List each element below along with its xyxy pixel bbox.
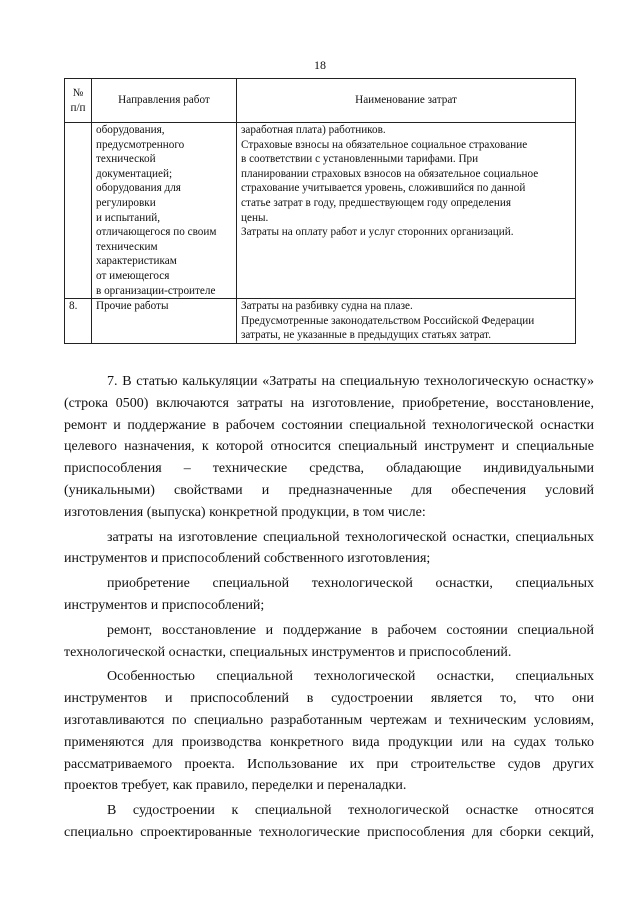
direction-line: и испытаний,	[96, 211, 160, 224]
direction-line: оборудования,	[96, 124, 165, 136]
text-line: проектов требует, как правило, переделки и переналадки.	[64, 778, 407, 794]
direction-line: в организации-строителе	[96, 284, 216, 297]
cost-line: Затраты на оплату работ и услуг сторонних организаций.	[241, 226, 514, 239]
direction-line: от имеющегося	[96, 269, 170, 282]
text-line: затраты на изготовление специальной технологической оснастки, специальных	[107, 529, 594, 545]
direction-line: техническим	[96, 240, 158, 253]
direction-line: регулировки	[96, 196, 156, 209]
text-line: приспособления – технические средства, обладающие индивидуальными	[64, 461, 594, 477]
cost-line: затраты, не указанные в предыдущих статьях затрат.	[241, 329, 491, 342]
paragraph	[64, 800, 594, 844]
paragraph	[64, 620, 594, 664]
direction-line: технической	[96, 153, 156, 166]
cost-line: планировании страховых взносов на обязательное социальное	[241, 167, 539, 180]
text-line: приобретение специальной технологической оснастки, специальных	[107, 576, 594, 592]
text-line: специально спроектированные технологические приспособления для сборки секций,	[64, 824, 594, 840]
row-number	[65, 123, 92, 299]
header-number-abbr: п/п	[70, 101, 86, 114]
direction-line: оборудования для	[96, 182, 181, 195]
paragraph	[64, 527, 594, 571]
text-line: 7. В статью калькуляции «Затраты на специальную технологическую оснастку»	[107, 374, 594, 389]
header-direction: Направления работ	[92, 79, 237, 123]
cost-line: статье затрат в году, предшествующем году определения	[241, 196, 512, 209]
row-direction	[92, 123, 237, 299]
direction-line: характеристикам	[96, 255, 177, 268]
cost-line: Затраты на разбивку судна на плазе.	[241, 300, 413, 313]
text-line: В судостроении к специальной технологической оснастке относятся	[107, 803, 594, 819]
page-number: 18	[314, 58, 326, 72]
cost-line: цены.	[241, 211, 269, 224]
cost-line: страхование учитывается уровень, сложившийся по данной	[241, 182, 526, 195]
text-line: инструментов и приспособлений в судостроении является то, что они	[64, 691, 594, 707]
paragraph	[64, 666, 594, 797]
text-line: инструментов и приспособлений собственного изготовления;	[64, 551, 431, 567]
row-cost	[237, 299, 576, 344]
header-number	[65, 79, 92, 123]
table-row	[65, 299, 576, 344]
table-header-row	[65, 79, 576, 123]
text-line: инструментов и приспособлений;	[64, 597, 265, 613]
text-line: Особенностью специальной технологической оснастки, специальных	[107, 669, 594, 685]
body-text	[64, 371, 594, 847]
row-number: 8.	[65, 299, 92, 344]
header-number-sign: №	[72, 86, 84, 99]
text-line: целевого назначения, к которой относится специальный инструмент и специальные	[64, 439, 594, 455]
paragraph	[64, 573, 594, 617]
text-line: рассматриваемого проекта. Использование их при строительстве судов других	[64, 756, 594, 772]
direction-line: Прочие работы	[96, 300, 169, 313]
cost-line: Страховые взносы на обязательное социальное страхование	[241, 138, 528, 151]
direction-line: отличающегося по своим	[96, 226, 217, 239]
row-direction	[92, 299, 237, 344]
cost-line: заработная плата) работников.	[241, 124, 386, 136]
cost-table	[64, 78, 576, 344]
table-row	[65, 123, 576, 299]
row-cost	[237, 123, 576, 299]
text-line: ремонт, восстановление и поддержание в рабочем состоянии специальной	[107, 622, 594, 638]
text-line: изготовления (выпуска) конкретной продукции, в том числе:	[64, 504, 426, 520]
text-line: технологической оснастки, специальных инструментов и приспособлений.	[64, 644, 512, 660]
text-line: (строка 0500) включаются затраты на изготовление, приобретение, восстановление,	[64, 395, 594, 411]
paragraph	[64, 371, 594, 524]
text-line: ремонт и поддержание в рабочем состоянии специальной технологической оснастки	[64, 417, 594, 433]
text-line: применяются для производства конкретного вида продукции или на судах только	[64, 734, 594, 750]
cost-line: Предусмотренные законодательством Российской Федерации	[241, 314, 535, 327]
text-line: (уникальными) свойствами и предназначенные для обеспечения условий	[64, 482, 594, 498]
header-cost: Наименование затрат	[237, 79, 576, 123]
text-line: изготавливаются по специально разработанным чертежам и техническим условиям,	[64, 712, 594, 728]
direction-line: предусмотренного	[96, 138, 185, 151]
cost-line: в соответствии с установленными тарифами. При	[241, 153, 479, 166]
direction-line: документацией;	[96, 167, 173, 180]
